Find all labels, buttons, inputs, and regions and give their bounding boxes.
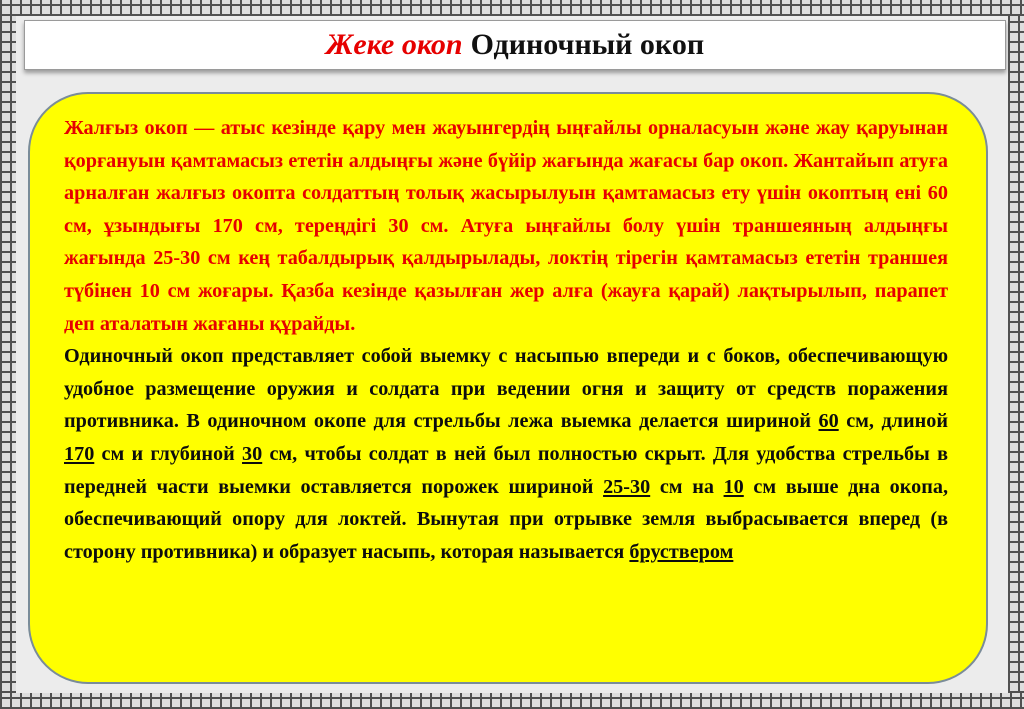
ru-text-5: см на <box>650 475 724 498</box>
ru-value-step: 25-30 <box>603 475 651 498</box>
content-panel <box>28 92 988 684</box>
decorative-border-bottom <box>0 693 1024 709</box>
decorative-border-top <box>0 0 1024 16</box>
ru-value-length: 170 <box>64 442 95 465</box>
ru-text-4: см, чтобы солдат в ней был полностью скрыт. Для удобства стрельбы в передней части выемки оставляется порожек шириной <box>64 442 948 498</box>
ru-value-height: 10 <box>723 475 744 498</box>
ru-text-3: см и глубиной <box>94 442 243 465</box>
decorative-border-right <box>1008 16 1024 693</box>
paragraph-russian <box>64 340 948 568</box>
title-kazakh: Жеке окоп <box>325 28 463 61</box>
decorative-border-left <box>0 16 16 693</box>
ru-text-2: см, длиной <box>838 410 948 433</box>
ru-value-width: 60 <box>818 410 839 433</box>
slide-title-bar <box>24 20 1006 70</box>
ru-term-brustver: бруствером <box>629 540 734 563</box>
title-russian: Одиночный окоп <box>470 28 705 61</box>
ru-text-1: Одиночный окоп представляет собой выемку с насыпью впереди и с боков, обеспечивающую удобное размещение оружия и солдата при ведении огня и защиту от средств поражения противника. В одиночном окопе для стрельбы лежа выемка делается шириной <box>64 345 948 433</box>
ru-text-6: см выше дна окопа, обеспечивающий опору для локтей. Вынутая при отрывке земля выбрасывается вперед (в сторону противника) и образует насыпь, которая называется <box>64 475 949 563</box>
paragraph-kazakh: Жалғыз окоп — атыс кезінде қару мен жауынгердің ыңғайлы орналасуын және жау қаруынан қорғануын қамтамасыз ететін алдыңғы және бүйір жағында жағасы бар окоп. Жантайып атуға арналған жалғыз окопта солдаттың толық жасырылуын қамтамасыз ету үшін окоптың ені 60 см, ұзындығы 170 см, тереңдігі 30 см. Атуға ыңғайлы болу үшін траншеяның алдыңғы жағында 25-30 см кең табалдырық қалдырылады, локтің тірегін қамтамасыз ететін траншея түбінен 10 см жоғары. Қазба кезінде қазылған жер алға (жауға қарай) лақтырылып, парапет деп аталатын жағаны құрайды. <box>64 117 948 335</box>
ru-value-depth: 30 <box>242 442 263 465</box>
